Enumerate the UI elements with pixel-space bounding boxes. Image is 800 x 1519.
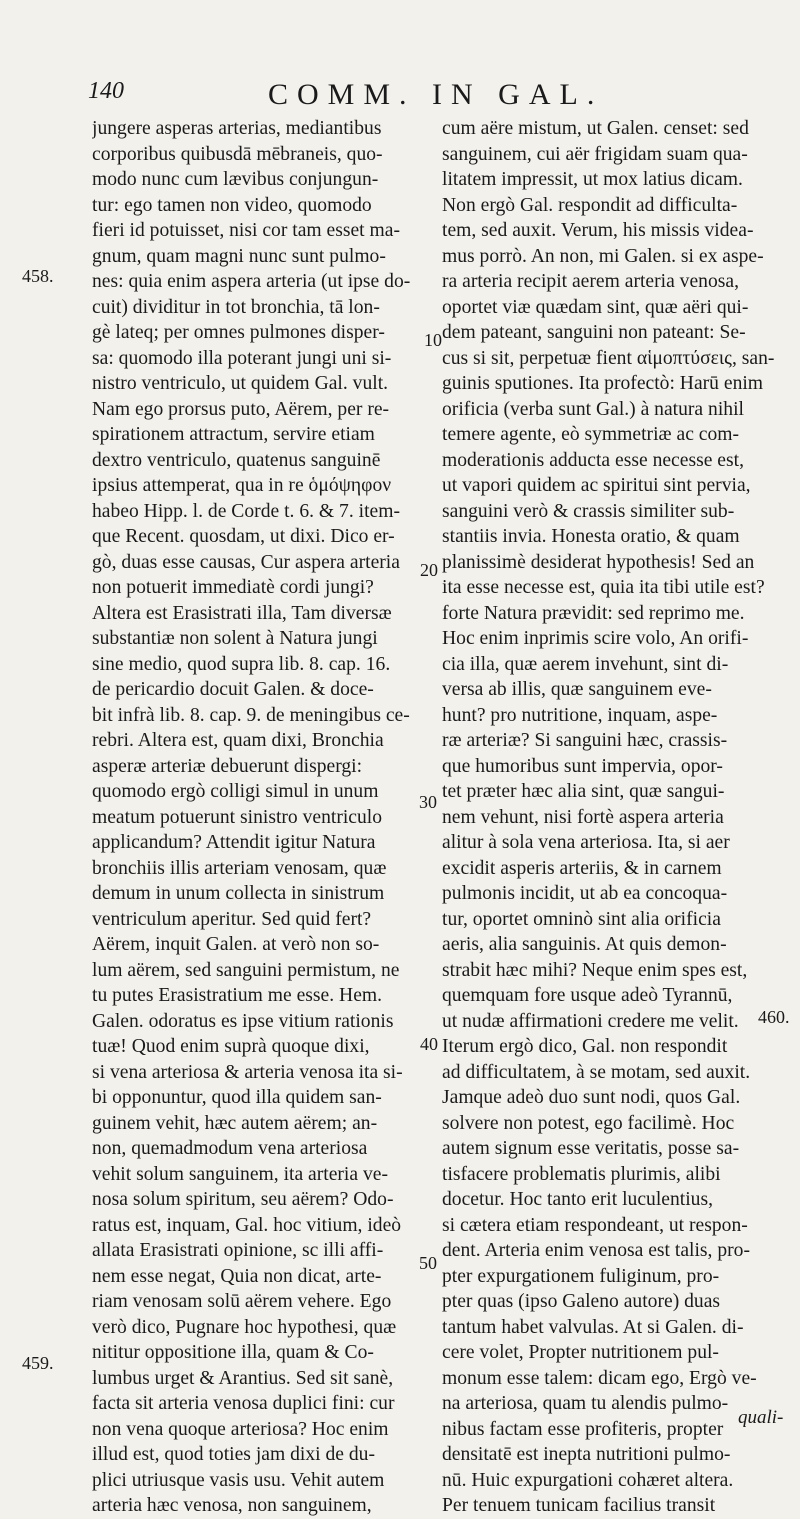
text-line: guinem vehit, hæc autem aërem; an-: [92, 1112, 378, 1134]
text-line: nes: quia enim aspera arteria (ut ipse do-: [92, 271, 411, 292]
text-line: forte Natura prævidit: sed reprimo me.: [442, 602, 745, 624]
text-line: Aërem, inquit Galen. at verò non so-: [92, 934, 380, 955]
running-title: COMM. IN GAL.: [268, 78, 604, 111]
margin-section-number-460: 460.: [758, 1007, 790, 1027]
text-line: spirationem attractum, servire etiam: [92, 424, 375, 445]
text-line: dextro ventriculo, quatenus sanguinē: [92, 449, 381, 471]
text-line: autem signum esse veritatis, posse sa-: [442, 1138, 740, 1159]
text-line: dem pateant, sanguini non pateant: Se-: [442, 322, 746, 343]
catchword: quali-: [738, 1407, 784, 1428]
text-line: temere agente, eò symmetriæ ac com-: [442, 424, 740, 445]
text-line: ut vapori quidem ac spiritui sint pervia,: [442, 475, 751, 496]
text-line: nistro ventriculo, ut quidem Gal. vult.: [92, 373, 389, 394]
text-line: alitur à sola vena arteriosa. Ita, si aer: [442, 832, 730, 853]
text-line: lumbus urget & Arantius. Sed sit sanè,: [92, 1367, 394, 1389]
text-line: sanguini verò & crassis similiter sub-: [442, 500, 735, 522]
text-line: gè lateq; per omnes pulmones disper-: [92, 322, 385, 343]
line-number-30: 30: [419, 792, 437, 812]
text-line: moderationis adducta esse necesse est,: [442, 449, 744, 471]
text-line: sine medio, quod supra lib. 8. cap. 16.: [92, 653, 391, 675]
text-line: allata Erasistrati opinione, sc illi affi-: [92, 1240, 384, 1261]
text-line: de pericardio docuit Galen. & doce-: [92, 679, 374, 700]
text-line: lum aërem, sed sanguini permistum, ne: [92, 959, 400, 981]
text-line: nem esse negat, Quia non dicat, arte-: [92, 1265, 382, 1287]
text-line: arteria hæc venosa, non sanguinem,: [92, 1495, 372, 1516]
text-line: ita esse necesse est, quia ita tibi utile est?: [442, 577, 765, 598]
line-number-10: 10: [424, 330, 442, 350]
text-line: verò dico, Pugnare hoc hypothesi, quæ: [92, 1316, 397, 1338]
text-line: illud est, quod toties jam dixi de du-: [92, 1444, 375, 1465]
text-line: Non ergò Gal. respondit ad difficulta-: [442, 194, 738, 216]
text-line: ventriculum aperitur. Sed quid fert?: [92, 908, 372, 930]
text-line: stantiis invia. Honesta oratio, & quam: [442, 526, 740, 547]
text-line: cere volet, Propter nutritionem pul-: [442, 1342, 719, 1363]
text-line: tem, sed auxit. Verum, his missis videa-: [442, 220, 754, 241]
text-line: nū. Huic expurgationi cohæret altera.: [442, 1469, 734, 1491]
text-line: bi opponuntur, quod illa quidem san-: [92, 1087, 382, 1108]
text-line: vehit solum sanguinem, ita arteria ve-: [92, 1163, 388, 1185]
text-line: gò, duas esse causas, Cur aspera arteria: [92, 551, 400, 573]
text-line: sanguinem, cui aër frigidam suam qua-: [442, 143, 748, 165]
text-line: orificia (verba sunt Gal.) à natura nihil: [442, 398, 744, 420]
text-line: quemquam fore usque adeò Tyrannū,: [442, 985, 733, 1006]
margin-section-number-459: 459.: [22, 1353, 54, 1373]
text-line: ratus est, inquam, Gal. hoc vitium, ideò: [92, 1214, 402, 1236]
text-line: pter expurgationem fuliginum, pro-: [442, 1265, 720, 1287]
text-line: Altera est Erasistrati illa, Tam diversæ: [92, 602, 392, 624]
text-line: tur, oportet omninò sint alia orificia: [442, 908, 721, 930]
text-line: cus si sit, perpetuæ fient αἱμοπτύσεις, san-: [442, 347, 775, 369]
text-line: planissimè desiderat hypothesis! Sed an: [442, 551, 755, 573]
line-number-20: 20: [420, 560, 438, 580]
text-line: ipsius attemperat, qua in re ὁμόψηφον: [92, 475, 392, 496]
text-line: applicandum? Attendit igitur Natura: [92, 832, 376, 853]
text-line: densitatē est inepta nutritioni pulmo-: [442, 1444, 731, 1465]
text-line: jungere asperas arterias, mediantibus: [92, 118, 382, 139]
text-line: non vena quoque arteriosa? Hoc enim: [92, 1418, 389, 1440]
text-line: hunt? pro nutritione, inquam, aspe-: [442, 704, 718, 726]
left-text-column: [92, 116, 422, 1519]
text-line: nibus factam esse profiteris, propter: [442, 1418, 724, 1440]
text-line: sa: quomodo illa poterant jungi uni si-: [92, 347, 392, 369]
text-line: cia illa, quæ aerem invehunt, sint di-: [442, 653, 729, 675]
text-line: si vena arteriosa & arteria venosa ita si-: [92, 1061, 403, 1083]
text-line: demum in unum collecta in sinistrum: [92, 883, 385, 904]
text-line: nititur oppositione illa, quam & Co-: [92, 1342, 374, 1363]
text-line: mus porrò. An non, mi Galen. si ex aspe-: [442, 245, 764, 267]
text-line: plici utriusque vasis usu. Vehit autem: [92, 1469, 385, 1491]
text-line: nosa solum spiritum, seu aërem? Odo-: [92, 1189, 394, 1210]
text-line: pter quas (ipso Galeno autore) duas: [442, 1291, 721, 1312]
text-line: guinis sputiones. Ita profectò: Harū enim: [442, 373, 764, 394]
text-line: substantiæ non solent à Natura jungi: [92, 628, 378, 649]
right-text-column: [442, 116, 777, 1519]
text-line: riam venosam solū aërem vehere. Ego: [92, 1291, 392, 1312]
text-line: ad difficultatem, à se motam, sed auxit.: [442, 1061, 751, 1083]
text-line: tu putes Erasistratium me esse. Hem.: [92, 985, 383, 1006]
text-line: non, quemadmodum vena arteriosa: [92, 1138, 368, 1159]
text-line: modo nunc cum lævibus conjungun-: [92, 169, 379, 190]
text-line: tuæ! Quod enim suprà quoque dixi,: [92, 1036, 370, 1057]
text-line: Jamque adeò duo sunt nodi, quos Gal.: [442, 1087, 741, 1108]
text-line: monum esse talem: dicam ego, Ergò ve-: [442, 1367, 757, 1389]
text-line: pulmonis incidit, ut ab ea concoqua-: [442, 883, 728, 904]
margin-section-number-458: 458.: [22, 266, 54, 286]
text-line: Nam ego prorsus puto, Aërem, per re-: [92, 398, 390, 420]
text-line: bit infrà lib. 8. cap. 9. de meningibus ce-: [92, 704, 410, 726]
text-line: Hoc enim inprimis scire volo, An orifi-: [442, 628, 749, 649]
text-line: ut nudæ affirmationi credere me velit.: [442, 1010, 739, 1032]
text-line: versa ab illis, quæ sanguinem eve-: [442, 679, 712, 700]
page-number: 140: [88, 78, 124, 104]
text-line: tantum habet valvulas. At si Galen. di-: [442, 1316, 744, 1338]
text-line: nem vehunt, nisi fortè aspera arteria: [442, 806, 724, 828]
text-line: oportet viæ quædam sint, quæ aëri qui-: [442, 296, 749, 318]
text-line: quomodo ergò colligi simul in unum: [92, 781, 379, 802]
text-line: que humoribus sunt impervia, opor-: [442, 755, 723, 777]
text-line: ra arteria recipit aerem arteria venosa,: [442, 271, 739, 292]
text-line: non potuerit immediatè cordi jungi?: [92, 577, 374, 598]
text-line: strabit hæc mihi? Neque enim spes est,: [442, 959, 748, 981]
text-line: asperæ arteriæ debuerunt dispergi:: [92, 755, 363, 777]
text-line: excidit asperis arteriis, & in carnem: [442, 857, 722, 879]
line-number-50: 50: [419, 1253, 437, 1273]
text-line: habeo Hipp. l. de Corde t. 6. & 7. item-: [92, 500, 400, 522]
page-header: [0, 78, 800, 118]
text-line: bronchiis illis arteriam venosam, quæ: [92, 857, 387, 879]
text-line: tisfacere problematis plurimis, alibi: [442, 1163, 721, 1185]
text-line: ræ arteriæ? Si sanguini hæc, crassis-: [442, 730, 728, 751]
text-line: Per tenuem tunicam facilius transit: [442, 1495, 716, 1516]
text-line: rebri. Altera est, quam dixi, Bronchia: [92, 730, 384, 751]
text-line: solvere non potest, ego facilimè. Hoc: [442, 1112, 735, 1134]
text-line: meatum potuerunt sinistro ventriculo: [92, 806, 383, 828]
text-line: que Recent. quosdam, ut dixi. Dico er-: [92, 526, 395, 547]
text-line: tet præter hæc alia sint, quæ sangui-: [442, 781, 725, 802]
text-line: fieri id potuisset, nisi cor tam esset ma-: [92, 220, 400, 241]
text-line: cum aëre mistum, ut Galen. censet: sed: [442, 118, 749, 139]
text-line: na arteriosa, quam tu alendis pulmo-: [442, 1393, 729, 1414]
text-line: tur: ego tamen non video, quomodo: [92, 194, 372, 216]
text-line: docetur. Hoc tanto erit luculentius,: [442, 1189, 713, 1210]
text-line: cuit) dividitur in tot bronchia, tā lon-: [92, 296, 380, 318]
text-line: facta sit arteria venosa duplici fini: cur: [92, 1393, 395, 1414]
text-line: Galen. odoratus es ipse vitium rationis: [92, 1010, 394, 1032]
line-number-40: 40: [420, 1034, 438, 1054]
text-line: corporibus quibusdā mēbraneis, quo-: [92, 143, 383, 165]
text-line: litatem impressit, ut mox latius dicam.: [442, 169, 743, 190]
text-line: Iterum ergò dico, Gal. non respondit: [442, 1036, 728, 1057]
text-line: aeris, alia sanguinis. At quis demon-: [442, 934, 727, 955]
text-line: dent. Arteria enim venosa est talis, pro-: [442, 1240, 750, 1261]
text-line: gnum, quam magni nunc sunt pulmo-: [92, 245, 386, 267]
text-line: si cætera etiam respondeant, ut respon-: [442, 1214, 748, 1236]
